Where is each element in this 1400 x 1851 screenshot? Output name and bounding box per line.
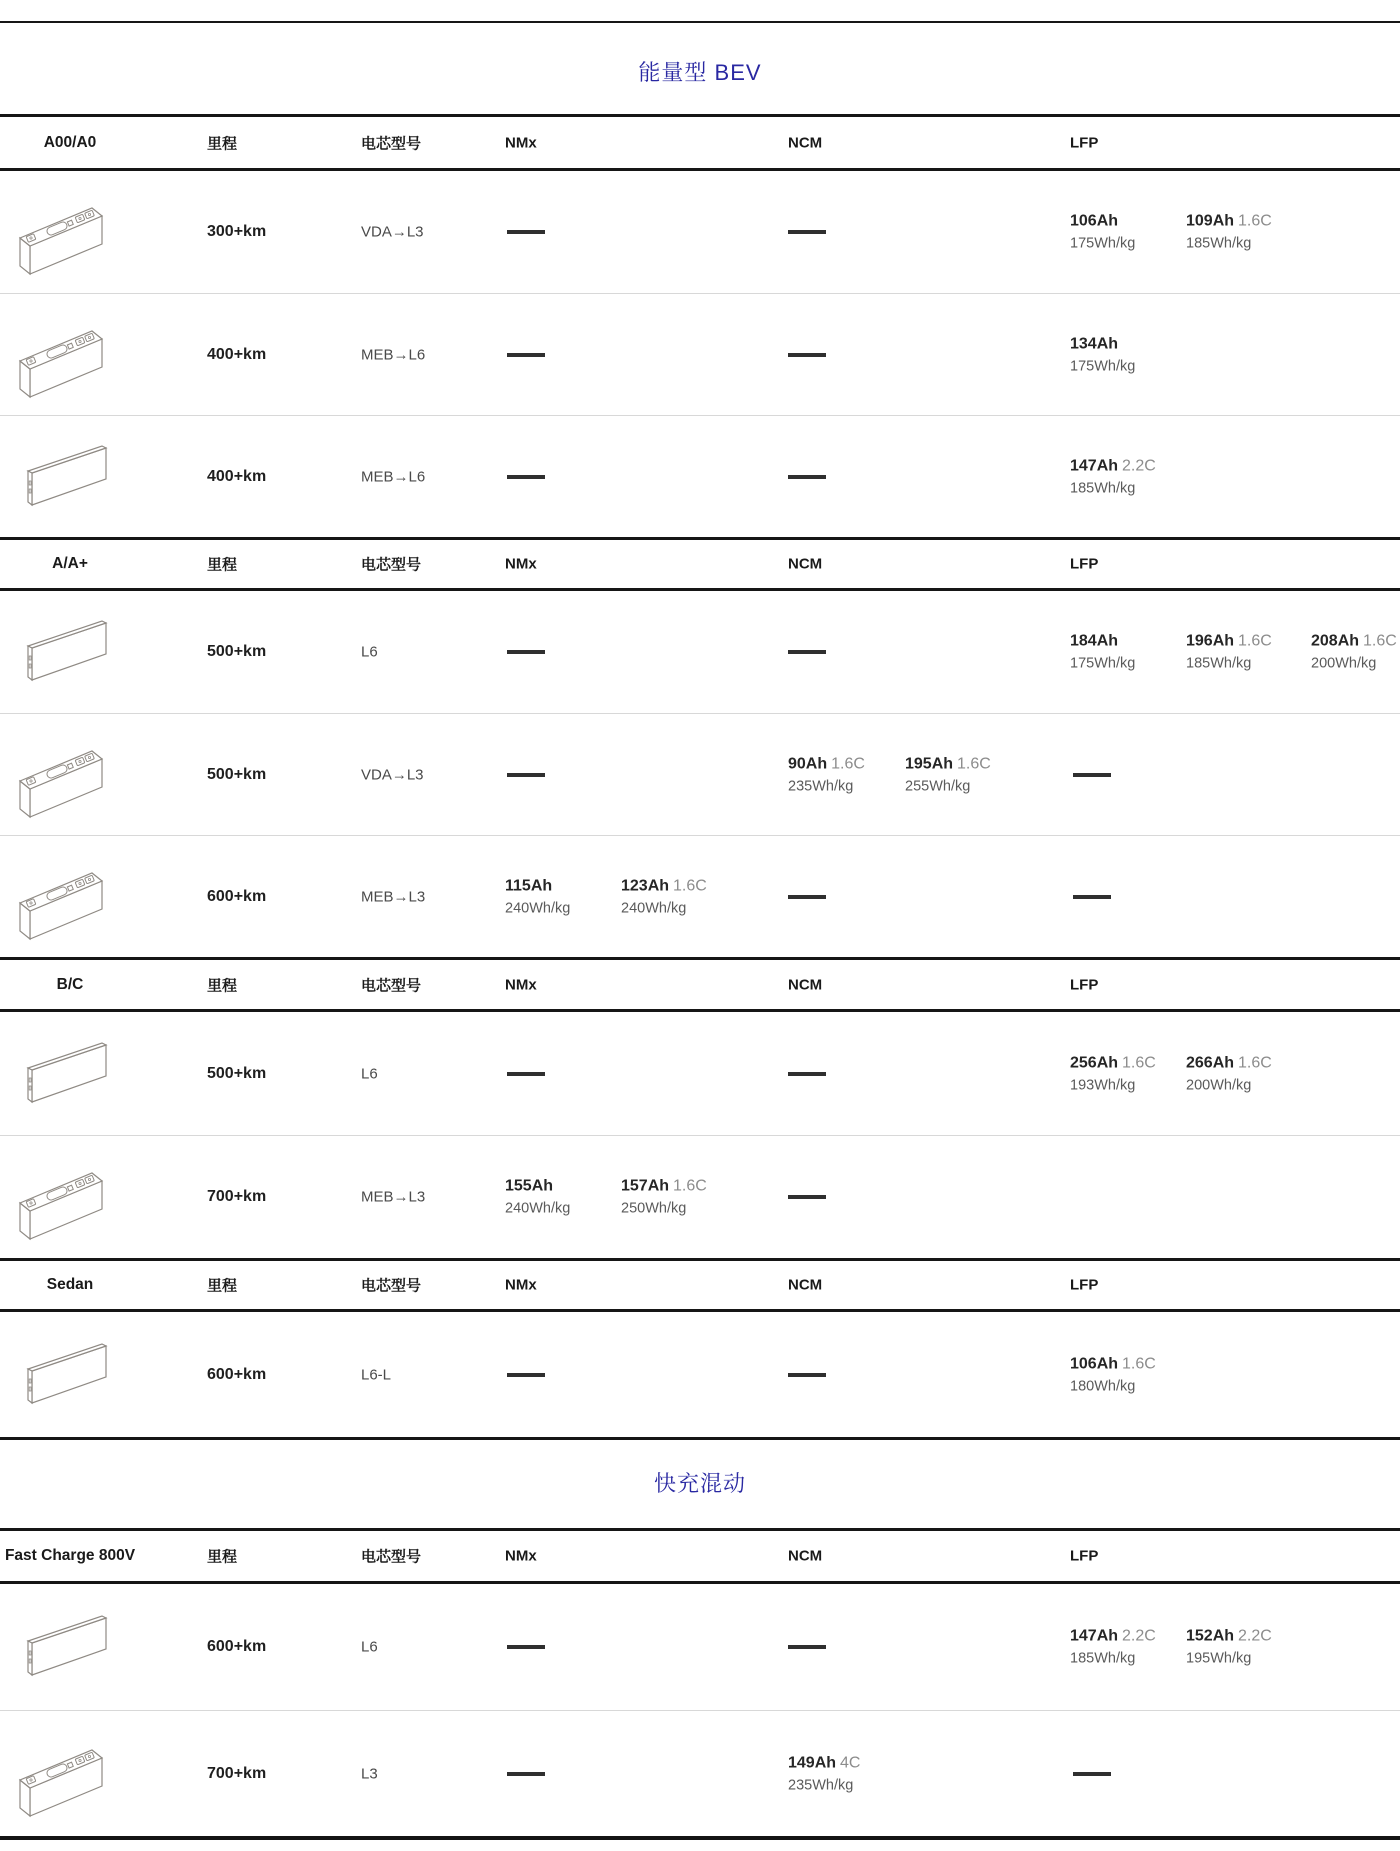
spec-entry — [1311, 633, 1397, 672]
cell-model-value: MEB→L3 — [361, 888, 426, 905]
range-value: 500+km — [207, 765, 267, 783]
cell-model-value: VDA→L3 — [361, 766, 424, 783]
prismatic-cell-icon — [14, 1153, 124, 1241]
capacity-value: 106Ah — [1070, 1355, 1119, 1372]
energy-density-value: 235Wh/kg — [788, 1777, 854, 1793]
spec-line-capacity — [1070, 1628, 1156, 1646]
energy-density-value: 185Wh/kg — [1070, 1650, 1136, 1667]
blade-cell-icon — [14, 1036, 124, 1112]
spec-line-capacity — [1186, 213, 1272, 231]
range-value: 400+km — [207, 467, 267, 485]
spec-line-capacity — [505, 1178, 570, 1196]
c-rate-value: 1.6C — [957, 755, 991, 772]
table-header-row — [0, 114, 1400, 171]
section-title-fast-charge-hybrid: 快充混动 — [653, 1471, 746, 1496]
capacity-value: 256Ah — [1070, 1054, 1119, 1071]
capacity-value: 90Ah — [788, 755, 828, 772]
no-data-dash — [507, 1645, 545, 1649]
capacity-value: 123Ah — [621, 877, 670, 894]
column-header-cell-model: 电芯型号 — [361, 1277, 422, 1295]
table-rows — [0, 1012, 1400, 1258]
column-header-range: 里程 — [207, 556, 238, 574]
spec-line-capacity — [621, 1178, 707, 1196]
spec-entry — [505, 1178, 570, 1217]
range-value: 700+km — [207, 1188, 267, 1205]
column-header-cell-model: 电芯型号 — [361, 135, 422, 152]
blade-cell-icon — [14, 1337, 124, 1413]
table-rows — [0, 1312, 1400, 1437]
no-data-dash — [788, 475, 826, 479]
cell-model-value: MEB→L6 — [361, 346, 426, 363]
column-header-cell-model: 电芯型号 — [361, 977, 422, 994]
range-value: 500+km — [207, 643, 267, 660]
spec-line-capacity — [1311, 633, 1397, 651]
spec-line-capacity — [1070, 1355, 1156, 1373]
prismatic-cell-icon — [14, 311, 118, 399]
capacity-value: 106Ah — [1070, 212, 1119, 230]
column-header-range: 里程 — [207, 1548, 238, 1566]
no-data-dash — [788, 353, 826, 357]
table-row — [0, 1135, 1400, 1258]
table-row — [0, 713, 1400, 835]
section-label: A/A+ — [52, 555, 88, 572]
column-header-lfp: LFP — [1070, 134, 1099, 151]
energy-density-value: 180Wh/kg — [1070, 1378, 1136, 1394]
spec-entry — [1186, 213, 1272, 252]
cell-model-value: L6 — [361, 1638, 378, 1656]
section-label: Fast Charge 800V — [4, 1547, 136, 1564]
range-value: 600+km — [207, 1365, 267, 1383]
cell-model-value: MEB→L3 — [361, 1188, 426, 1206]
c-rate-value: 1.6C — [1122, 1054, 1156, 1071]
range-value: 300+km — [207, 223, 267, 240]
capacity-value: 157Ah — [621, 1177, 670, 1195]
no-data-dash — [507, 1772, 545, 1776]
range-value: 400+km — [207, 345, 267, 363]
energy-density-value: 240Wh/kg — [621, 900, 687, 916]
spec-line-capacity — [905, 755, 991, 773]
table-row — [0, 1312, 1400, 1437]
prismatic-cell-icon — [14, 188, 118, 276]
table-header-row — [0, 1258, 1400, 1312]
range-value: 500+km — [207, 1064, 267, 1082]
energy-density-value: 235Wh/kg — [788, 778, 854, 794]
spec-entry — [905, 755, 991, 794]
table-row — [0, 591, 1400, 713]
capacity-value: 266Ah — [1186, 1054, 1235, 1071]
capacity-value: 184Ah — [1070, 632, 1119, 650]
cell-model-value: L6 — [361, 1065, 378, 1082]
column-header-nmx: NMx — [505, 1276, 537, 1294]
section-title-bev: 能量型 BEV — [638, 60, 762, 85]
column-header-nmx: NMx — [505, 555, 537, 573]
energy-density-value: 193Wh/kg — [1070, 1077, 1136, 1093]
prismatic-cell-icon — [14, 853, 118, 941]
spec-entry — [621, 1178, 707, 1217]
spec-line-capacity — [788, 755, 865, 773]
spec-line-capacity — [1070, 457, 1156, 475]
table-header-row — [0, 1528, 1400, 1584]
bev-title-area — [0, 0, 1400, 114]
spec-entry — [1070, 1054, 1156, 1093]
capacity-value: 196Ah — [1186, 632, 1235, 650]
spec-line-capacity — [1186, 1628, 1272, 1646]
section-label: A00/A0 — [43, 133, 97, 151]
column-header-lfp: LFP — [1070, 976, 1099, 993]
c-rate-value: 4C — [840, 1754, 861, 1771]
no-data-dash — [507, 773, 545, 777]
prismatic-cell-icon — [14, 1153, 118, 1241]
no-data-dash — [788, 650, 826, 654]
spec-entry — [1070, 213, 1135, 252]
blade-cell-icon — [14, 439, 124, 515]
column-header-range: 里程 — [207, 1277, 238, 1295]
section-a-a-plus — [0, 537, 1400, 957]
no-data-dash — [1073, 1772, 1111, 1776]
cell-model-value: VDA→L3 — [361, 223, 424, 241]
energy-density-value: 240Wh/kg — [505, 1200, 571, 1217]
blade-cell-icon — [14, 614, 114, 690]
energy-density-value: 240Wh/kg — [505, 900, 571, 916]
spec-line-capacity — [1186, 633, 1272, 651]
section-fast-charge-800v — [0, 1528, 1400, 1836]
energy-density-value: 185Wh/kg — [1070, 480, 1136, 496]
column-header-range: 里程 — [207, 135, 238, 152]
column-header-lfp: LFP — [1070, 1547, 1099, 1565]
energy-density-value: 200Wh/kg — [1186, 1077, 1252, 1093]
no-data-dash — [507, 353, 545, 357]
no-data-dash — [507, 1072, 545, 1076]
section-label: B/C — [56, 975, 84, 993]
column-header-nmx: NMx — [505, 1547, 537, 1565]
no-data-dash — [1073, 773, 1111, 777]
table-row — [0, 835, 1400, 957]
no-data-dash — [788, 1195, 826, 1199]
column-header-range: 里程 — [207, 977, 238, 994]
capacity-value: 147Ah — [1070, 457, 1119, 474]
table-header-row — [0, 537, 1400, 591]
column-header-nmx: NMx — [505, 134, 537, 151]
spec-line-capacity — [621, 877, 707, 895]
no-data-dash — [507, 650, 545, 654]
c-rate-value: 1.6C — [1238, 632, 1272, 650]
table-rows — [0, 1584, 1400, 1836]
spec-entry — [788, 755, 865, 794]
capacity-value: 109Ah — [1186, 212, 1235, 230]
table-row — [0, 1710, 1400, 1836]
blade-cell-icon — [14, 1036, 114, 1112]
no-data-dash — [788, 1645, 826, 1649]
energy-density-value: 175Wh/kg — [1070, 235, 1136, 252]
spec-entry — [1186, 633, 1272, 672]
no-data-dash — [788, 1072, 826, 1076]
spec-line-capacity — [1186, 1054, 1272, 1072]
table-row — [0, 293, 1400, 415]
capacity-value: 152Ah — [1186, 1627, 1235, 1645]
column-header-cell-model: 电芯型号 — [361, 1548, 422, 1566]
c-rate-value: 1.6C — [1238, 1054, 1272, 1071]
c-rate-value: 2.2C — [1238, 1627, 1272, 1645]
table-row — [0, 415, 1400, 537]
capacity-value: 134Ah — [1070, 335, 1119, 352]
cell-model-value: L3 — [361, 1765, 378, 1782]
c-rate-value: 1.6C — [831, 755, 865, 772]
spec-line-capacity — [1070, 213, 1135, 231]
bottom-divider — [0, 1836, 1400, 1840]
blade-cell-icon — [14, 1609, 114, 1685]
no-data-dash — [788, 230, 826, 234]
prismatic-cell-icon — [14, 1730, 124, 1818]
energy-density-value: 175Wh/kg — [1070, 655, 1136, 672]
cell-model-value: MEB→L6 — [361, 468, 426, 485]
spec-entry — [788, 1754, 860, 1793]
column-header-nmx: NMx — [505, 976, 537, 993]
prismatic-cell-icon — [14, 311, 124, 399]
spec-entry — [1186, 1628, 1272, 1667]
section-b-c — [0, 957, 1400, 1258]
column-header-lfp: LFP — [1070, 1276, 1099, 1294]
spec-line-capacity — [1070, 335, 1135, 353]
prismatic-cell-icon — [14, 1730, 118, 1818]
no-data-dash — [507, 475, 545, 479]
spec-line-capacity — [505, 877, 570, 895]
capacity-value: 115Ah — [505, 877, 553, 894]
spec-entry — [621, 877, 707, 916]
blade-cell-icon — [14, 1337, 114, 1413]
range-value: 700+km — [207, 1764, 267, 1782]
prismatic-cell-icon — [14, 731, 124, 819]
spec-entry — [505, 877, 570, 916]
range-value: 600+km — [207, 887, 267, 905]
capacity-value: 147Ah — [1070, 1627, 1119, 1645]
column-header-ncm: NCM — [788, 1276, 823, 1294]
prismatic-cell-icon — [14, 853, 124, 941]
column-header-ncm: NCM — [788, 1547, 823, 1565]
energy-density-value: 250Wh/kg — [621, 1200, 687, 1217]
section-a00-a0 — [0, 114, 1400, 537]
spec-line-capacity — [788, 1754, 860, 1772]
no-data-dash — [1073, 895, 1111, 899]
cell-model-value: L6-L — [361, 1366, 392, 1383]
spec-entry — [1070, 1355, 1156, 1394]
table-rows — [0, 591, 1400, 957]
range-value: 600+km — [207, 1638, 267, 1655]
column-header-ncm: NCM — [788, 976, 823, 993]
cell-model-value: L6 — [361, 643, 378, 661]
c-rate-value: 2.2C — [1122, 457, 1156, 474]
spec-entry — [1070, 1628, 1156, 1667]
no-data-dash — [507, 230, 545, 234]
blade-cell-icon — [14, 614, 124, 690]
capacity-value: 149Ah — [788, 1754, 837, 1771]
energy-density-value: 175Wh/kg — [1070, 358, 1136, 374]
c-rate-value: 1.6C — [1238, 212, 1272, 230]
blade-cell-icon — [14, 1609, 124, 1685]
blade-cell-icon — [14, 439, 114, 515]
section-sedan — [0, 1258, 1400, 1437]
energy-density-value: 185Wh/kg — [1186, 235, 1252, 252]
spec-entry — [1070, 457, 1156, 496]
c-rate-value: 1.6C — [673, 877, 707, 894]
spec-line-capacity — [1070, 633, 1135, 651]
spec-entry — [1070, 335, 1135, 374]
no-data-dash — [788, 1373, 826, 1377]
table-header-row — [0, 957, 1400, 1012]
column-header-cell-model: 电芯型号 — [361, 556, 422, 574]
energy-density-value: 195Wh/kg — [1186, 1650, 1252, 1667]
spec-entry — [1186, 1054, 1272, 1093]
capacity-value: 155Ah — [505, 1177, 554, 1195]
spec-line-capacity — [1070, 1054, 1156, 1072]
c-rate-value: 1.6C — [1122, 1355, 1156, 1372]
c-rate-value: 1.6C — [673, 1177, 707, 1195]
capacity-value: 208Ah — [1311, 632, 1360, 650]
prismatic-cell-icon — [14, 731, 118, 819]
no-data-dash — [507, 1373, 545, 1377]
column-header-ncm: NCM — [788, 555, 823, 573]
table-row — [0, 1584, 1400, 1710]
column-header-lfp: LFP — [1070, 555, 1099, 573]
top-divider — [0, 21, 1400, 23]
table-row — [0, 171, 1400, 293]
energy-density-value: 185Wh/kg — [1186, 655, 1252, 672]
section-label: Sedan — [46, 1276, 94, 1293]
spec-entry — [1070, 633, 1135, 672]
energy-density-value: 255Wh/kg — [905, 778, 971, 794]
table-rows — [0, 171, 1400, 537]
prismatic-cell-icon — [14, 188, 124, 276]
column-header-ncm: NCM — [788, 134, 823, 151]
c-rate-value: 1.6C — [1363, 632, 1397, 650]
hybrid-title-area — [0, 1437, 1400, 1528]
energy-density-value: 200Wh/kg — [1311, 655, 1377, 672]
capacity-value: 195Ah — [905, 755, 954, 772]
table-row — [0, 1012, 1400, 1135]
no-data-dash — [788, 895, 826, 899]
c-rate-value: 2.2C — [1122, 1627, 1156, 1645]
